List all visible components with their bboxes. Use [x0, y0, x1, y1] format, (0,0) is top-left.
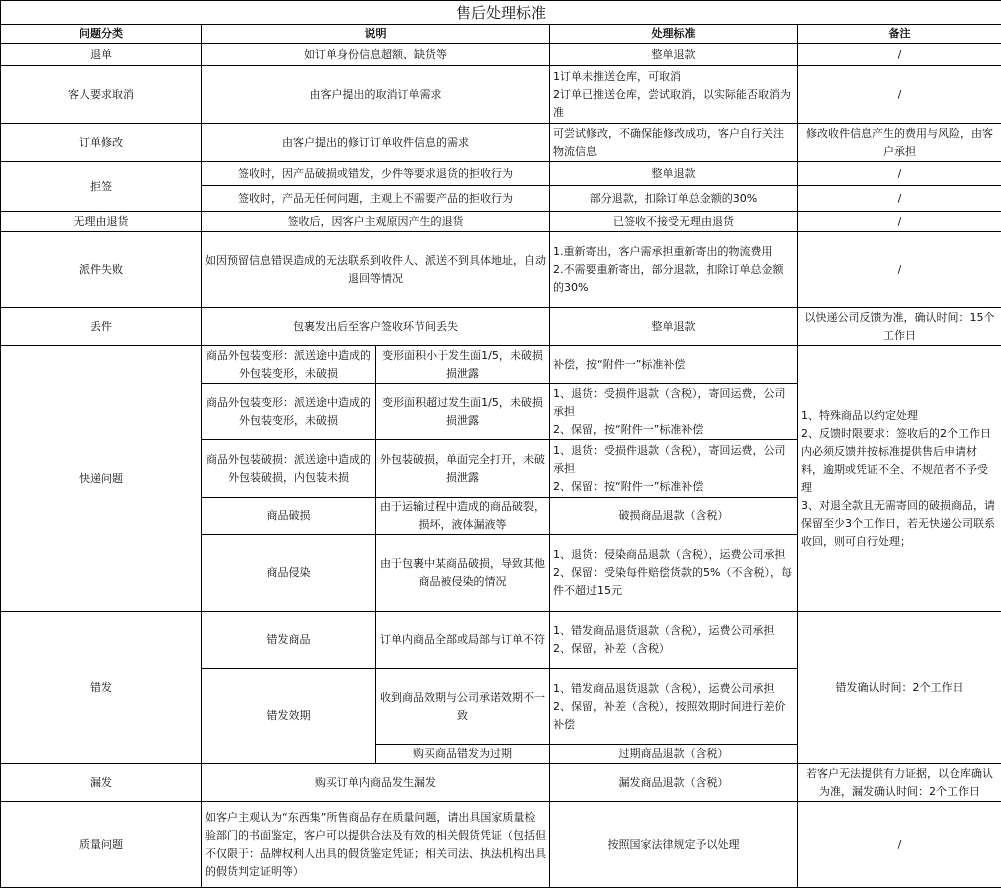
- remarks-cell: 1、特殊商品以约定处理 2、反馈时限要求：签收后的2个工作日内必须反馈并按标准提供售后申请材料，逾期或凭证不全、不规范者不予受理 3、对退全款且无需寄回的破损商品，请保留至少3个工作日，若无快递公司联系收回，则可自行处理；: [798, 346, 1001, 612]
- category-cell: 客人要求取消: [1, 66, 202, 124]
- table-row: [1, 346, 1001, 384]
- description-cell: 包裹发出后至客户签收环节间丢失: [202, 308, 550, 346]
- detail-cell: 订单内商品全部或局部与订单不符: [376, 612, 550, 669]
- standard-cell: 补偿，按“附件一”标准补偿: [550, 346, 798, 384]
- standard-cell: 破损商品退款（含税）: [550, 498, 798, 535]
- subcategory-cell: 商品外包装变形：派送途中造成的外包装变形，未破损: [202, 384, 376, 440]
- description-cell: 如因预留信息错误造成的无法联系到收件人、派送不到具体地址，自动退回等情况: [202, 232, 550, 308]
- remarks-cell: /: [798, 232, 1001, 308]
- standard-cell: 1、退货：受损件退款（含税），寄回运费，公司承担 2、保留，按“附件一”标准补偿: [550, 384, 798, 440]
- category-cell: 错发: [1, 612, 202, 764]
- table-row: [1, 212, 1001, 232]
- standard-cell: 已签收不接受无理由退货: [550, 212, 798, 232]
- detail-cell: 购买商品错发为过期: [376, 745, 550, 764]
- detail-cell: 变形面积超过发生面1/5，未破损损泄露: [376, 384, 550, 440]
- table-row: [1, 612, 1001, 669]
- standard-cell: 1.重新寄出，客户需承担重新寄出的物流费用 2.不需要重新寄出，部分退款，扣除订单总金额的30%: [550, 232, 798, 308]
- category-cell: 拒签: [1, 162, 202, 212]
- remarks-cell: /: [798, 212, 1001, 232]
- remarks-cell: /: [798, 66, 1001, 124]
- description-cell: 如订单身份信息超额、缺货等: [202, 44, 550, 66]
- remarks-cell: /: [798, 186, 1001, 212]
- subcategory-cell: 商品侵染: [202, 535, 376, 612]
- description-cell: 签收时，因产品破损或错发，少件等要求退货的拒收行为: [202, 162, 550, 186]
- remarks-cell: 以快递公司反馈为准，确认时间：15个工作日: [798, 308, 1001, 346]
- detail-cell: 由于包裹中某商品破损，导致其他商品被侵染的情况: [376, 535, 550, 612]
- description-cell: 购买订单内商品发生漏发: [202, 764, 550, 802]
- remarks-cell: 修改收件信息产生的费用与风险，由客户承担: [798, 124, 1001, 162]
- table-row: [1, 44, 1001, 66]
- standard-cell: 1订单未推送仓库，可取消 2订单已推送仓库，尝试取消，以实际能否取消为准: [550, 66, 798, 124]
- standard-cell: 1、退货：侵染商品退款（含税），运费公司承担 2、保留：受染每件赔偿货款的5%（不含税），每件不超过15元: [550, 535, 798, 612]
- header-category: 问题分类: [1, 25, 202, 44]
- standard-cell: 过期商品退款（含税）: [550, 745, 798, 764]
- category-cell: 质量问题: [1, 802, 202, 888]
- standard-cell: 可尝试修改，不确保能修改成功，客户自行关注物流信息: [550, 124, 798, 162]
- description-cell: 签收后，因客户主观原因产生的退货: [202, 212, 550, 232]
- detail-cell: 收到商品效期与公司承诺效期不一致: [376, 669, 550, 745]
- description-cell: 签收时，产品无任何问题，主观上不需要产品的拒收行为: [202, 186, 550, 212]
- standard-cell: 整单退款: [550, 162, 798, 186]
- remarks-cell: /: [798, 162, 1001, 186]
- subcategory-cell: 商品外包装破损：派送途中造成的外包装破损，内包装未损: [202, 440, 376, 498]
- remarks-cell: 若客户无法提供有力证据，以仓库确认为准，漏发确认时间：2个工作日: [798, 764, 1001, 802]
- detail-cell: 由于运输过程中造成的商品破裂，损坏，液体漏液等: [376, 498, 550, 535]
- category-cell: 漏发: [1, 764, 202, 802]
- standard-cell: 漏发商品退款（含税）: [550, 764, 798, 802]
- table-row: [1, 66, 1001, 124]
- subcategory-cell: 商品外包装变形：派送途中造成的外包装变形，未破损: [202, 346, 376, 384]
- detail-cell: 变形面积小于发生面1/5，未破损损泄露: [376, 346, 550, 384]
- header-remarks: 备注: [798, 25, 1001, 44]
- category-cell: 退单: [1, 44, 202, 66]
- category-cell: 派件失败: [1, 232, 202, 308]
- standard-cell: 整单退款: [550, 308, 798, 346]
- subcategory-cell: 商品破损: [202, 498, 376, 535]
- table-row: [1, 232, 1001, 308]
- standard-cell: 1、退货：受损件退款（含税），寄回运费，公司承担 2、保留：按“附件一”标准补偿: [550, 440, 798, 498]
- detail-cell: 外包装破损，单面完全打开，未破损泄露: [376, 440, 550, 498]
- standard-cell: 1、错发商品退货退款（含税），运费公司承担 2、保留，补差（含税）: [550, 612, 798, 669]
- header-row: [1, 25, 1001, 44]
- table-row: [1, 764, 1001, 802]
- header-standard: 处理标准: [550, 25, 798, 44]
- remarks-cell: 错发确认时间：2个工作日: [798, 612, 1001, 764]
- category-cell: 无理由退货: [1, 212, 202, 232]
- table-row: [1, 124, 1001, 162]
- header-description: 说明: [202, 25, 550, 44]
- subcategory-cell: 错发效期: [202, 669, 376, 764]
- subcategory-cell: 错发商品: [202, 612, 376, 669]
- category-cell: 订单修改: [1, 124, 202, 162]
- table-row: [1, 162, 1001, 186]
- standard-cell: 部分退款，扣除订单总金额的30%: [550, 186, 798, 212]
- remarks-cell: /: [798, 802, 1001, 888]
- table-row: [1, 802, 1001, 888]
- remarks-cell: /: [798, 44, 1001, 66]
- standard-cell: 1、错发商品退货退款（含税），运费公司承担 2、保留，补差（含税），按照效期时间进行差价补偿: [550, 669, 798, 745]
- category-cell: 快递问题: [1, 346, 202, 612]
- standard-cell: 按照国家法律规定予以处理: [550, 802, 798, 888]
- table-title: 售后处理标准: [1, 1, 1001, 25]
- table-row: [1, 308, 1001, 346]
- category-cell: 丢件: [1, 308, 202, 346]
- description-cell: 如客户主观认为“东西集”所售商品存在质量问题，请出具国家质量检验部门的书面鉴定，客户可以提供合法及有效的相关假货凭证（包括但不仅限于：品牌权利人出具的假货鉴定凭证；相关司法、执法机构出具的假货判定证明等）: [202, 802, 550, 888]
- description-cell: 由客户提出的取消订单需求: [202, 66, 550, 124]
- standard-cell: 整单退款: [550, 44, 798, 66]
- description-cell: 由客户提出的修订订单收件信息的需求: [202, 124, 550, 162]
